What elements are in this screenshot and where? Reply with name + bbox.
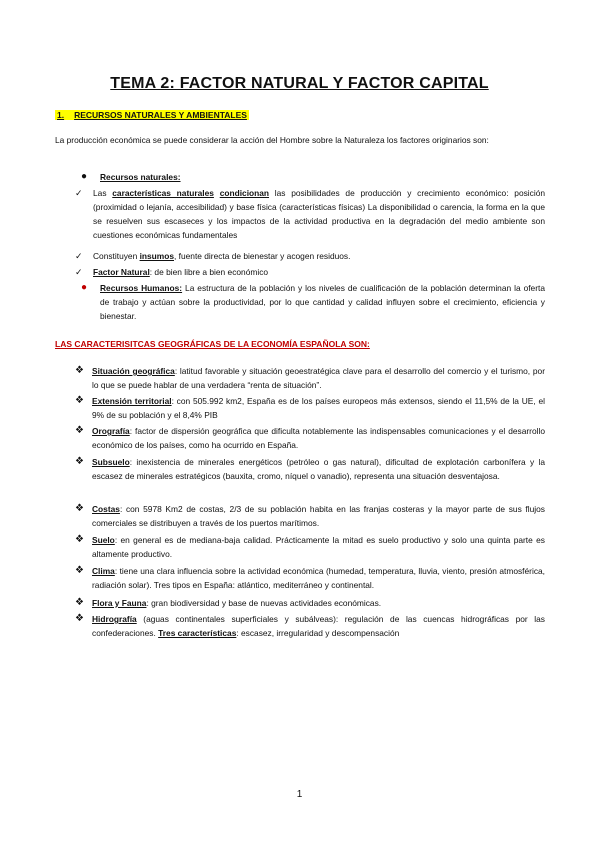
diamond-bullet-icon: ❖ xyxy=(75,613,84,624)
diamond-bullet-icon: ❖ xyxy=(75,395,84,406)
keyword: condicionan xyxy=(219,188,270,198)
diamond-bullet-icon: ❖ xyxy=(75,503,84,514)
bullet-label: Recursos naturales: xyxy=(100,172,181,182)
bullet-recursos-humanos xyxy=(55,281,545,325)
text: : en general es de mediana-baja calidad. Prácticamente la mitad es suelo productivo y solo una quinta parte es altamente productivo. xyxy=(92,535,545,559)
text: : inexistencia de minerales energéticos (petróleo o gas natural), dificultad de explotación carbonífera y la escasez de minerales estratégicos (bauxita, cromo, níquel o vanadio), representa una situación desventajosa. xyxy=(92,457,545,481)
keyword: características naturales xyxy=(112,188,214,198)
text: : con 505.992 km2, España es de los países europeos más extensos, siendo el 11,5% de la UE, el 9% de su población y el 8,4% PIB xyxy=(92,396,545,420)
text: : escasez, irregularidad y descompensación xyxy=(236,628,400,638)
text: : gran biodiversidad y base de nuevas actividades económicas. xyxy=(146,598,382,608)
text: : factor de dispersión geográfica que dificulta notablemente las indispensables comunicaciones y el desarrollo económico de los países, como ha ocurrido en España. xyxy=(92,426,545,450)
diamond-bullet-icon: ❖ xyxy=(75,365,84,376)
intro-paragraph: La producción económica se puede considerar la acción del Hombre sobre la Naturaleza los factores originarios son: xyxy=(55,135,489,145)
checkmark-icon: ✓ xyxy=(75,267,83,277)
text: : tiene una clara influencia sobre la actividad económica (humedad, temperatura, lluvia, viento, presión atmosférica, radiación solar). Tres tipos en España: atlántico, mediterráneo y continental. xyxy=(92,566,545,590)
keyword: Extensión territorial xyxy=(92,396,172,406)
diamond-bullet-icon: ❖ xyxy=(75,565,84,576)
keyword: Tres características xyxy=(158,628,237,638)
diamond-bullet-icon: ❖ xyxy=(75,597,84,608)
text: las posibilidades de producción y crecimiento económico: posición (proximidad o lejanía, accesibilidad) y base física (características físicas) La disponibilidad o carencia, la forma en la que se resuelven sus escaseces y los impactos de la actividad productiva en la degradación del medio ambiente son cuestiones económicas fundamentales xyxy=(93,188,546,240)
checkmark-icon: ✓ xyxy=(75,188,83,198)
section-number: 1. xyxy=(57,110,65,120)
keyword: Clima xyxy=(92,566,115,576)
diamond-bullet-icon: ❖ xyxy=(75,425,84,436)
diamond-bullet-icon: ❖ xyxy=(75,534,84,545)
text: Las xyxy=(93,188,113,198)
bullet-icon: ● xyxy=(81,282,88,293)
subheading: LAS CARACTERISITCAS GEOGRÁFICAS DE LA ECONOMÍA ESPAÑOLA SON: xyxy=(55,339,370,349)
text: : con 5978 Km2 de costas, 2/3 de su población habita en las franjas costeras y la mayor parte de sus flujos comerciales se distribuyen a través de los puertos marítimos. xyxy=(92,504,545,528)
text: : latitud favorable y situación geoestratégica clave para el desarrollo del comercio y el turismo, por lo que se puede hablar de una verdadera “renta de situación”. xyxy=(92,366,545,390)
text: Constituyen xyxy=(93,251,140,261)
page-title: TEMA 2: FACTOR NATURAL Y FACTOR CAPITAL xyxy=(110,75,489,92)
keyword: Flora y Fauna xyxy=(92,598,147,608)
section-label: RECURSOS NATURALES Y AMBIENTALES xyxy=(74,110,247,120)
keyword: Subsuelo xyxy=(92,457,130,467)
bullet-icon: ● xyxy=(81,171,88,182)
keyword: Hidrografía xyxy=(92,614,137,624)
check-item xyxy=(75,186,545,246)
keyword: insumos xyxy=(139,251,174,261)
keyword: Costas xyxy=(92,504,120,514)
checkmark-icon: ✓ xyxy=(75,251,83,261)
bullet-label: Recursos Humanos: xyxy=(100,283,183,293)
text: : de bien libre a bien económico xyxy=(149,267,269,277)
text: , fuente directa de bienestar y acogen residuos. xyxy=(174,251,351,261)
keyword: Factor Natural xyxy=(93,267,150,277)
text: (aguas continentales superficiales y subálveas): regulación de las cuencas hidrográficas por las confederaciones. xyxy=(92,614,545,638)
text: La estructura de la población y los niveles de cualificación de la población determinan la oferta de trabajo y actúan sobre la productividad, por lo que cantidad y calidad influyen sobre el crecimiento, eficiencia y bienestar. xyxy=(100,283,545,321)
keyword: Suelo xyxy=(92,535,115,545)
keyword: Orografía xyxy=(92,426,130,436)
section-heading xyxy=(55,110,249,120)
keyword: Situación geográfica xyxy=(92,366,175,376)
page-number: 1 xyxy=(296,789,303,800)
diamond-bullet-icon: ❖ xyxy=(75,456,84,467)
